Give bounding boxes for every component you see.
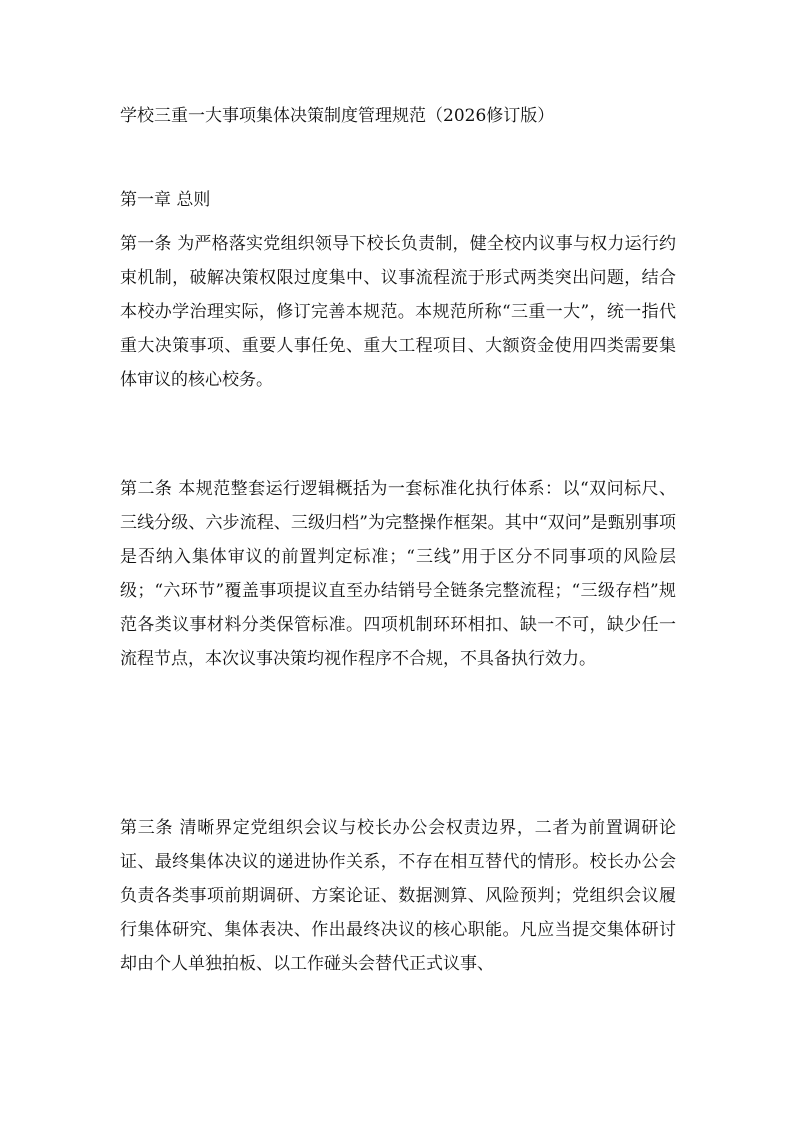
article-3: 第三条 清晰界定党组织会议与校长办公会权责边界，二者为前置调研论证、最终集体决议的递进协作关系，不存在相互替代的情形。校长办公会负责各类事项前期调研、方案论证、数据测算、风险预判；党组织会议履行集体研究、集体表决、作出最终决议的核心职能。凡应当提交集体研讨却由个人单独拍板、以工作碰头会替代正式议事、 — [120, 818, 676, 974]
article-1: 第一条 为严格落实党组织领导下校长负责制，健全校内议事与权力运行约束机制，破解决策权限过度集中、议事流程流于形式两类突出问题，结合本校办学治理实际，修订完善本规范。本规范所称“三重一大”，统一指代重大决策事项、重要人事任免、重大工程项目、大额资金使用四类需要集体审议的核心校务。 — [120, 234, 676, 390]
article-2: 第二条 本规范整套运行逻辑概括为一套标准化执行体系：以“双问标尺、三线分级、六步流程、三级归档”为完整操作框架。其中“双问”是甄别事项是否纳入集体审议的前置判定标准；“三线”用于区分不同事项的风险层级；“六环节”覆盖事项提议直至办结销号全链条完整流程；“三级存档”规范各类议事材料分类保管标准。四项机制环环相扣、缺一不可，缺少任一流程节点，本次议事决策均视作程序不合规，不具备执行效力。 — [120, 479, 676, 669]
document-title: 学校三重一大事项集体决策制度管理规范（2026修订版） — [120, 106, 555, 126]
chapter-heading: 第一章 总则 — [120, 190, 211, 210]
